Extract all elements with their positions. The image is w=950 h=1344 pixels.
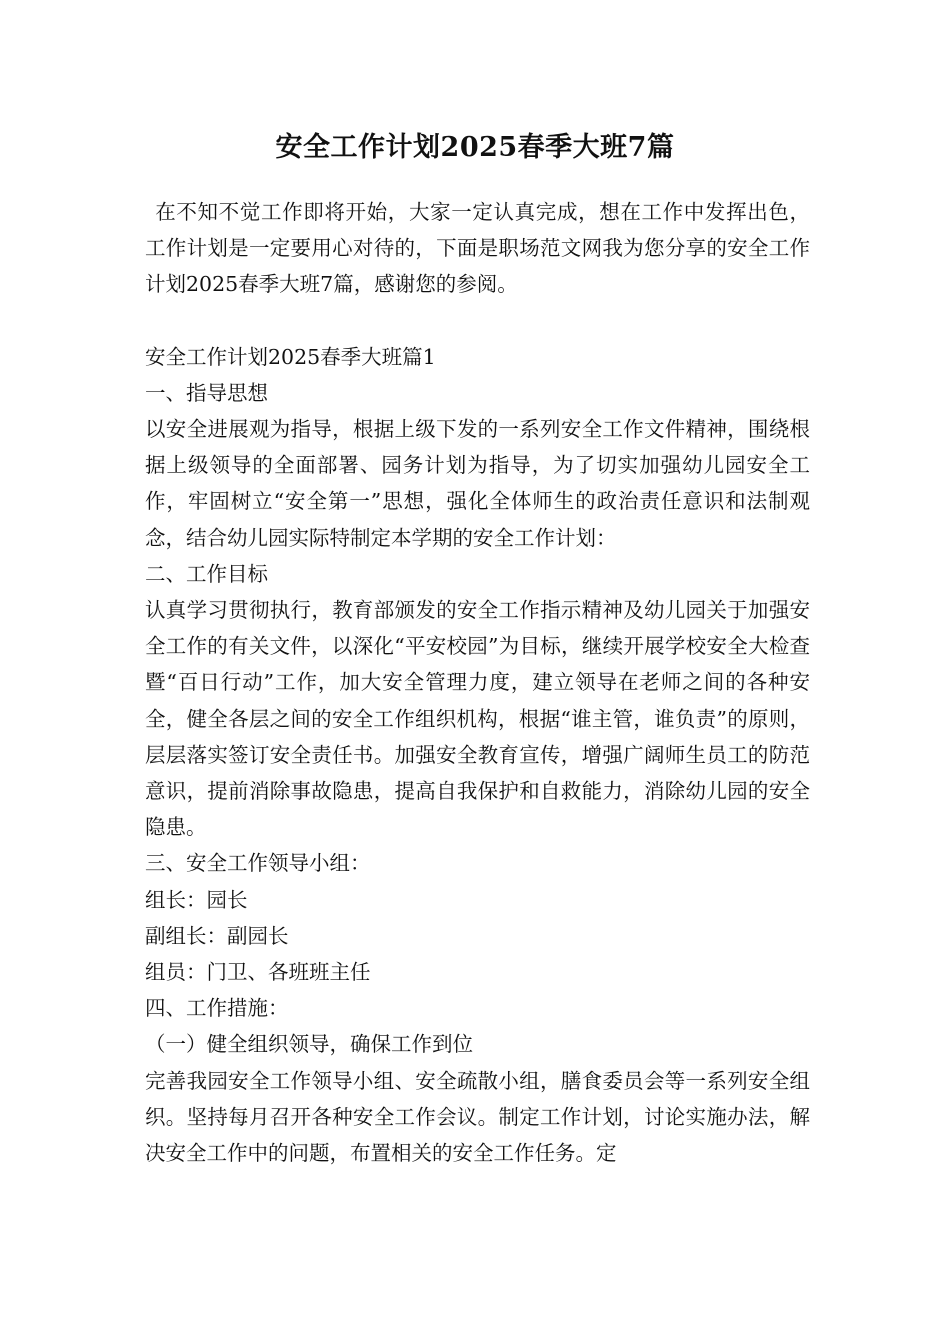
paragraph-guiding-ideology: 以安全进展观为指导，根据上级下发的一系列安全工作文件精神，围绕根据上级领导的全面部署、园务计划为指导，为了切实加强幼儿园安全工作，牢固树立“安全第一”思想，强化全体师生的政治责任意识和法制观念，结合幼儿园实际特制定本学期的安全工作计划：	[145, 417, 810, 550]
paragraph-organization: 完善我园安全工作领导小组、安全疏散小组，膳食委员会等一系列安全组织。坚持每月召开各种安全工作会议。制定工作计划，讨论实施办法，解决安全工作中的问题，布置相关的安全工作任务。定	[145, 1068, 810, 1166]
document-title: 安全工作计划2025春季大班7篇	[275, 132, 675, 163]
section-heading-work-goals: 二、工作目标	[145, 561, 268, 586]
section-heading-guiding-ideology: 一、指导思想	[145, 380, 268, 405]
paragraph-work-goals: 认真学习贯彻执行，教育部颁发的安全工作指示精神及幼儿园关于加强安全工作的有关文件，以深化“平安校园”为目标，继续开展学校安全大检查暨“百日行动”工作，加大安全管理力度，建立领导在老师之间的各种安全，健全各层之间的安全工作组织机构，根据“谁主管，谁负责”的原则，层层落实签订安全责任书。加强安全教育宣传，增强广阔师生员工的防范意识，提前消除事故隐患，提高自我保护和自救能力，消除幼儿园的安全隐患。	[145, 598, 810, 840]
section-heading-work-measures: 四、工作措施：	[145, 996, 289, 1021]
intro-paragraph: 在不知不觉工作即将开始，大家一定认真完成，想在工作中发挥出色，工作计划是一定要用心对待的，下面是职场范文网我为您分享的安全工作计划2025春季大班7篇，感谢您的参阅。	[145, 200, 810, 297]
leader-line: 组长：园长	[145, 887, 248, 912]
members-line: 组员：门卫、各班班主任	[145, 960, 371, 985]
section-heading-article-1: 安全工作计划2025春季大班篇1	[145, 344, 436, 369]
section-heading-leadership-group: 三、安全工作领导小组：	[145, 851, 371, 876]
document-body	[145, 194, 810, 1171]
subheading-organization: （一）健全组织领导，确保工作到位	[145, 1032, 473, 1057]
deputy-leader-line: 副组长：副园长	[145, 923, 289, 948]
